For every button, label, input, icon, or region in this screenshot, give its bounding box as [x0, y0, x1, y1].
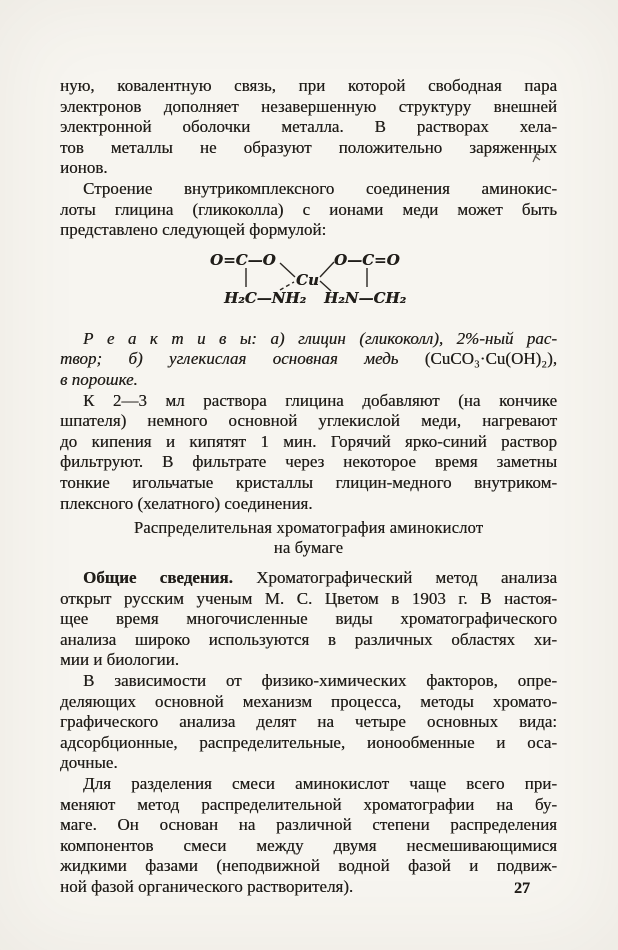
text-segment: лоты глицина (гликоколла) с ионами меди может быть	[60, 199, 557, 219]
text-segment: (CuCO₃·Cu(OH)₂),	[424, 349, 557, 369]
paragraph-chromatography-types	[60, 671, 557, 774]
text-line	[60, 76, 557, 97]
text-line	[60, 650, 557, 671]
text-line	[60, 370, 557, 391]
text-line	[60, 856, 557, 877]
text-segment: Р е а к т и в ы: а) глицин (гликоколл), 2%-ный рас-	[83, 328, 557, 348]
text-column	[60, 76, 557, 898]
text-line	[60, 97, 557, 118]
text-segment: фильтруют. В фильтрате через некоторое время заметны	[60, 452, 557, 472]
paragraph-general-information	[60, 568, 557, 671]
text-segment: В зависимости от физико-химических факторов, опре-	[83, 671, 557, 691]
text-line	[60, 815, 557, 836]
text-line	[60, 609, 557, 630]
heading-line	[60, 518, 557, 538]
text-segment: жидкими фазами (неподвижной водной фазой и подвиж-	[60, 856, 557, 876]
text-segment: дочные.	[60, 753, 118, 773]
text-line	[60, 349, 557, 370]
text-line	[60, 568, 557, 589]
text-segment: анализа широко используются в различных областях хи-	[60, 629, 557, 649]
page-number: 27	[514, 880, 530, 897]
text-segment: представлено следующей формулой:	[60, 220, 327, 240]
paragraph-procedure	[60, 391, 557, 515]
text-line	[60, 158, 557, 179]
text-line	[60, 452, 557, 473]
text-line	[60, 494, 557, 515]
text-segment: Распределительная хроматография аминокислот	[133, 518, 484, 538]
text-segment: ной фазой органического растворителя).	[60, 877, 354, 896]
chemical-formula-copper-glycine	[60, 251, 557, 313]
text-line	[60, 774, 557, 795]
text-segment: щее время многочисленные виды хроматографического	[60, 609, 557, 629]
text-segment: электронов дополняет незавершенную структуру внешней	[60, 96, 557, 116]
text-segment: шпателя) немного основной углекислой меди, нагревают	[60, 411, 557, 431]
text-segment: Хроматографический метод анализа	[256, 568, 557, 588]
text-segment: на бумаге	[273, 538, 344, 558]
formula-top-left-group: O=C—O	[210, 250, 276, 269]
text-segment: ионов.	[60, 158, 108, 178]
heading-line	[60, 538, 557, 558]
ink-smudge-artifact	[531, 148, 542, 164]
text-line	[60, 220, 557, 241]
text-line	[60, 795, 557, 816]
text-segment: меняют метод распределительной хроматографии на бу-	[60, 794, 557, 814]
text-line	[60, 329, 557, 350]
text-line	[60, 589, 557, 610]
text-segment: Строение внутрикомплексного соединения аминокис-	[83, 178, 557, 198]
text-line	[60, 391, 557, 412]
text-segment: ную, ковалентную связь, при которой свободная пара	[60, 76, 557, 95]
text-segment: в порошке.	[60, 369, 138, 389]
text-line	[60, 877, 557, 898]
paragraph-amino-acid-separation	[60, 774, 557, 898]
text-line	[60, 836, 557, 857]
section-heading-paper-chromatography	[60, 518, 557, 558]
text-segment: тов металлы не образуют положительно заряженных	[60, 137, 557, 157]
formula-copper-atom: Cu	[296, 270, 319, 289]
text-line	[60, 179, 557, 200]
text-line	[60, 138, 557, 159]
text-line	[60, 411, 557, 432]
paragraph-covalent-bond	[60, 76, 557, 179]
bond-o-to-cu-left	[280, 263, 295, 277]
text-segment: плексного (хелатного) соединения.	[60, 493, 313, 513]
text-line	[60, 117, 557, 138]
text-line	[60, 692, 557, 713]
text-segment: маге. Он основан на различной степени распределения	[60, 815, 557, 835]
text-segment: К 2—3 мл раствора глицина добавляют (на кончике	[83, 390, 557, 410]
formula-top-right-group: O—C=O	[334, 250, 400, 269]
text-segment: тонкие игольчатые кристаллы глицин-медного внутриком-	[60, 472, 557, 492]
text-line	[60, 432, 557, 453]
text-line	[60, 733, 557, 754]
paragraph-reagents	[60, 329, 557, 391]
text-segment: графического анализа делят на четыре основных вида:	[60, 712, 557, 732]
text-segment: мии и биологии.	[60, 650, 179, 670]
text-segment: адсорбционные, распределительные, ионообменные и оса-	[60, 732, 557, 752]
text-segment: деляющих основной механизм процесса, методы хромато-	[60, 691, 557, 711]
text-line	[60, 712, 557, 733]
text-segment: компонентов смеси между двумя несмешивающимися	[60, 835, 557, 855]
formula-bottom-right-group: H₂N—CH₂	[324, 288, 407, 307]
text-segment: до кипения и кипятят 1 мин. Горячий ярко-синий раствор	[60, 431, 557, 451]
text-line	[60, 630, 557, 651]
bond-cu-to-o-right	[320, 262, 334, 277]
formula-bottom-left-group: H₂C—NH₂	[224, 288, 307, 307]
text-line	[60, 473, 557, 494]
paragraph-glycine-structure-intro	[60, 179, 557, 241]
text-segment: твор; б) углекислая основная медь	[60, 349, 425, 369]
text-segment: электронной оболочки металла. В растворах хела-	[60, 117, 557, 137]
text-line	[60, 200, 557, 221]
text-segment: Для разделения смеси аминокислот чаще всего при-	[83, 774, 557, 794]
text-segment: Общие сведения.	[83, 568, 257, 588]
text-line	[60, 753, 557, 774]
text-segment: открыт русским ученым М. С. Цветом в 1903 г. В настоя-	[60, 588, 557, 608]
text-line	[60, 671, 557, 692]
